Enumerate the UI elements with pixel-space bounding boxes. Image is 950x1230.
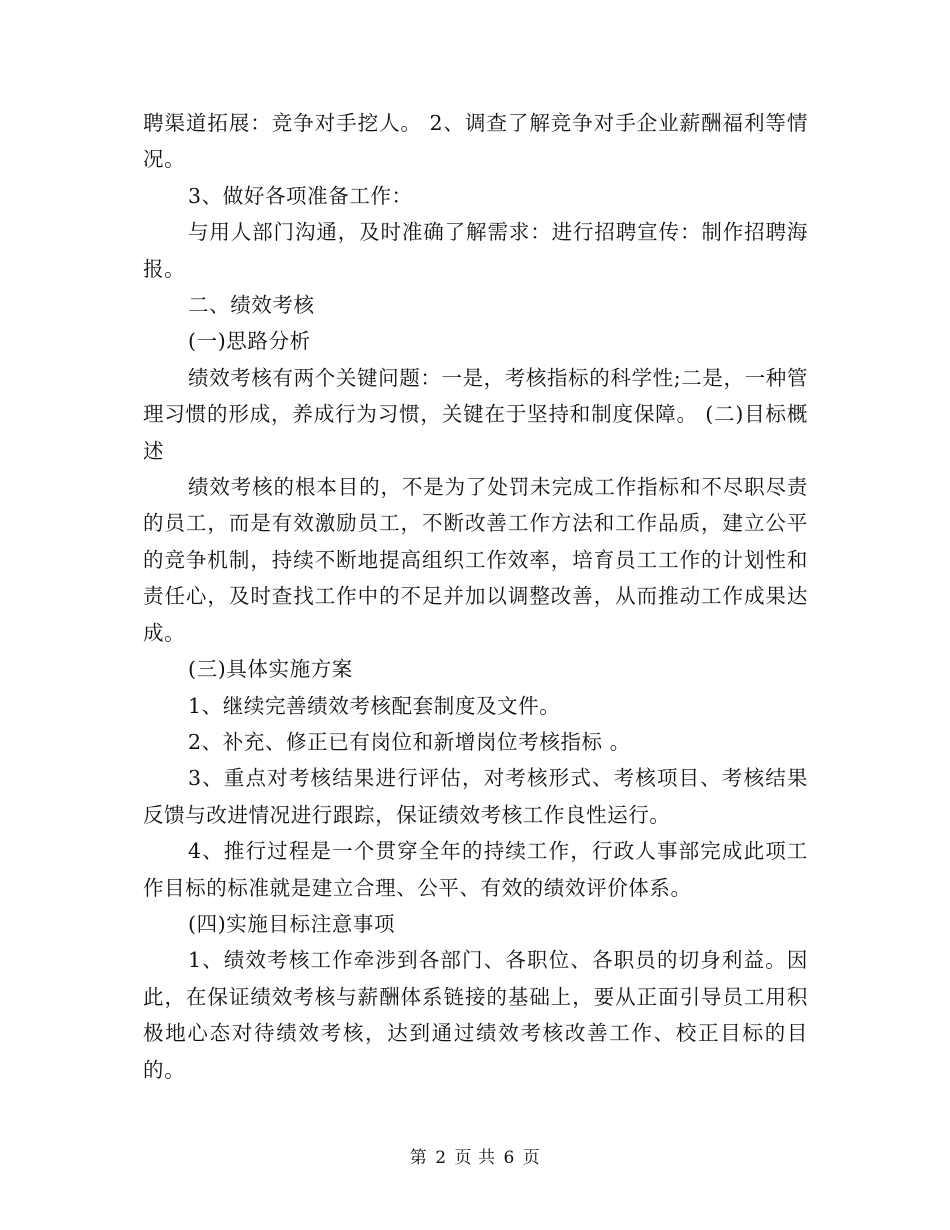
plan-item-2: 2、补充、修正已有岗位和新增岗位考核指标 。 xyxy=(188,729,631,754)
plan-item-1: 1、继续完善绩效考核配套制度及文件。 xyxy=(188,693,561,718)
section-heading-performance: 二、绩效考核 xyxy=(188,293,315,318)
footer-current-page: 2 xyxy=(435,1148,447,1168)
paragraph-1: 聘渠道拓展：竞争对手挖人。 2、调查了解竞争对手企业薪酬福利等情况。 xyxy=(143,111,808,172)
footer-suffix: 页 xyxy=(522,1148,541,1168)
plan-item-4: 4、推行过程是一个贯穿全年的持续工作，行政人事部完成此项工作目标的标准就是建立合理、公平、有效的绩效评价体系。 xyxy=(143,839,808,900)
footer-prefix: 第 xyxy=(409,1148,428,1168)
subheading-notes: (四)实施目标注意事项 xyxy=(188,911,396,936)
paragraph-3: 与用人部门沟通，及时准确了解需求：进行招聘宣传：制作招聘海报。 xyxy=(143,220,808,281)
paragraph-goal: 绩效考核的根本目的，不是为了处罚未完成工作指标和不尽职尽责的员工，而是有效激励员工，不断改善工作方法和工作品质，建立公平的竞争机制，持续不断地提高组织工作效率，培育员工工作的计划性和责任心，及时查找工作中的不足并加以调整改善，从而推动工作成果达成。 xyxy=(143,475,808,645)
footer-middle: 页 共 xyxy=(454,1148,496,1168)
page-footer xyxy=(0,1147,950,1169)
subheading-plan: (三)具体实施方案 xyxy=(188,657,353,682)
subheading-analysis: (一)思路分析 xyxy=(188,329,311,354)
document-body xyxy=(143,105,808,1088)
plan-item-3: 3、重点对考核结果进行评估，对考核形式、考核项目、考核结果反馈与改进情况进行跟踪，保证绩效考核工作良性运行。 xyxy=(143,766,808,827)
notes-item-1: 1、绩效考核工作牵涉到各部门、各职位、各职员的切身利益。因此，在保证绩效考核与薪酬体系链接的基础上，要从正面引导员工用积极地心态对待绩效考核，达到通过绩效考核改善工作、校正目标的目的。 xyxy=(143,948,808,1082)
paragraph-2: 3、做好各项准备工作： xyxy=(188,183,413,208)
footer-total-pages: 6 xyxy=(503,1148,515,1168)
paragraph-analysis: 绩效考核有两个关键问题：一是，考核指标的科学性;二是，一种管理习惯的形成，养成行为习惯，关键在于坚持和制度保障。 (二)目标概述 xyxy=(143,365,808,463)
